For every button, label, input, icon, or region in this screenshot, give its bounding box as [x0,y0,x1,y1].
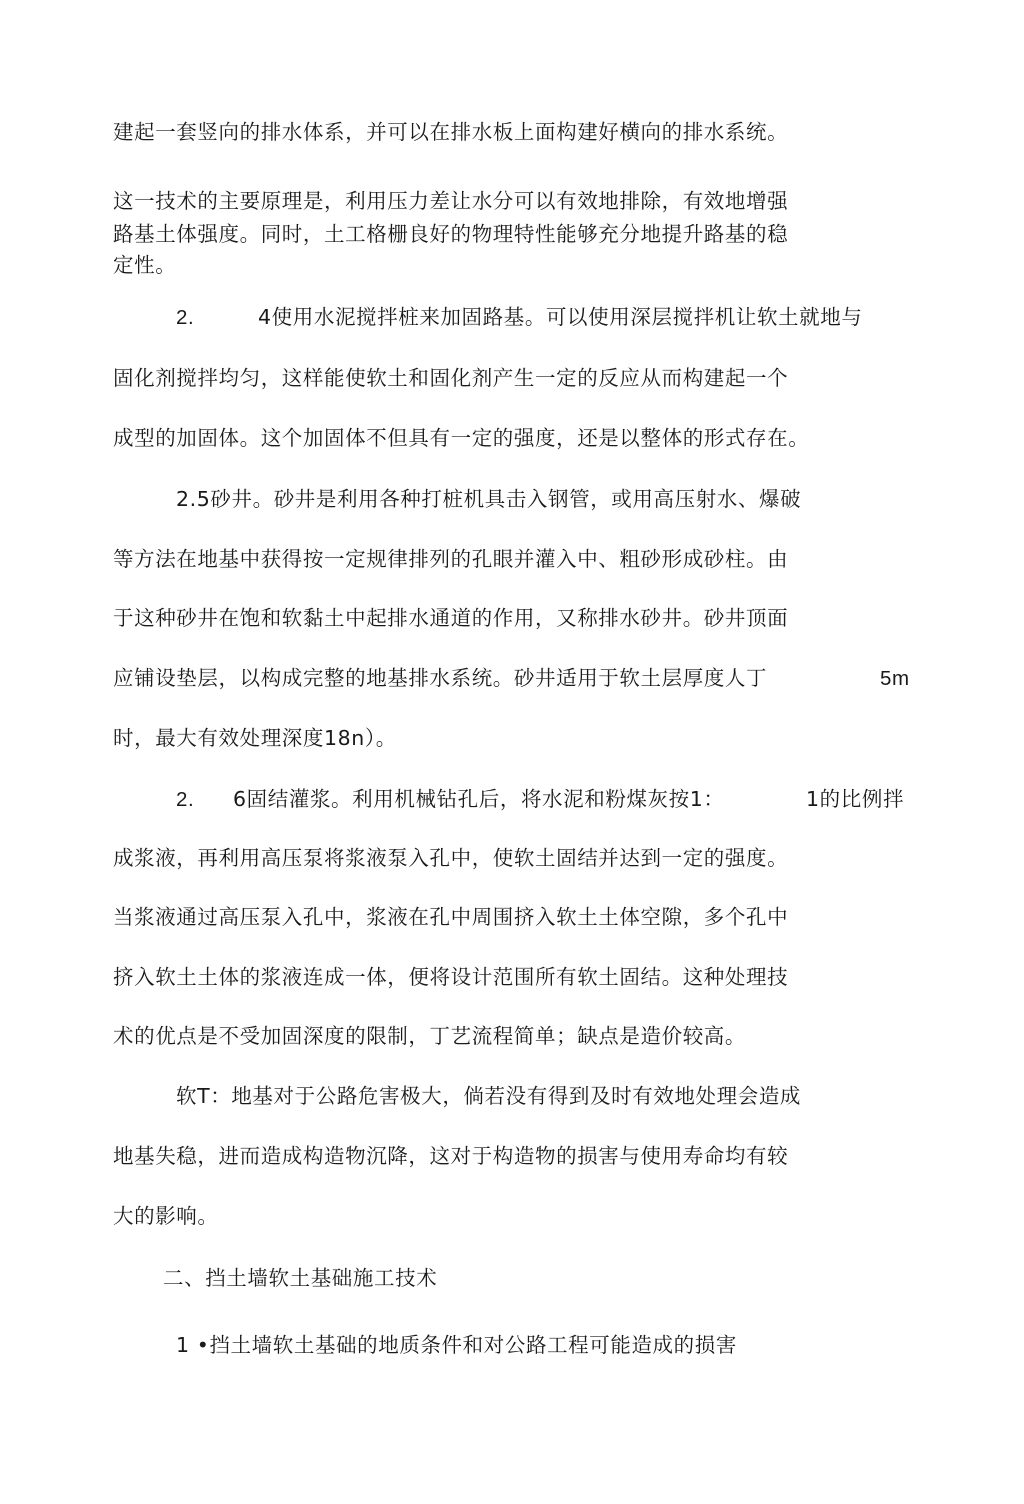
text-span: 大的影响。 [113,1204,219,1228]
text-line [113,844,788,872]
text-line [258,303,862,331]
text-line [880,664,910,693]
text-span: 成浆液，再利用高压泵将浆液泵入孔中，使软土固结并达到一定的强度。 [113,846,789,870]
text-span: 固化剂搅拌均匀，这样能使软土和固化剂产生一定的反应从而构建起一个 [113,366,789,390]
text-span: 1的比例拌 [806,787,905,811]
text-span: 术的优点是不受加固深度的限制，丁艺流程简单；缺点是造价较高。 [113,1024,746,1048]
text-line [176,485,801,513]
text-line [113,1142,788,1170]
text-line [113,604,788,632]
text-span: 应铺设垫层，以构成完整的地基排水系统。砂井适用于软土层厚度人丁 [113,666,768,690]
text-span: 挤入软土土体的浆液连成一体，便将设计范围所有软土固结。这种处理技 [113,965,789,989]
text-line [113,118,788,146]
text-span: 定性。 [113,253,177,277]
text-line [113,424,809,452]
text-line [113,724,397,752]
subsection-heading [176,1331,737,1359]
text-line [233,785,724,813]
section-heading [163,1264,437,1292]
text-span: 2.5砂井。砂井是利用各种打桩机具击入钢管，或用高压射水、爆破 [176,487,802,511]
text-span: 5m [880,667,910,690]
text-span: 软T：地基对于公路危害极大，倘若没有得到及时有效地处理会造成 [176,1084,802,1108]
text-span: 1 •挡土墙软土基础的地质条件和对公路工程可能造成的损害 [176,1333,737,1357]
text-span: 二、挡土墙软土基础施工技术 [163,1266,438,1290]
text-line [113,545,788,573]
text-line [113,903,788,931]
text-span: 时，最大有效处理深度18n）。 [113,726,397,750]
text-line [113,963,788,991]
text-span: 于这种砂井在饱和软黏土中起排水通道的作用，又称排水砂井。砂井顶面 [113,606,789,630]
text-span: 等方法在地基中获得按一定规律排列的孔眼并灌入中、粗砂形成砂柱。由 [113,547,789,571]
text-span: 6固结灌浆。利用机械钻孔后，将水泥和粉煤灰按1： [233,787,725,811]
text-line [113,187,788,215]
text-span: 地基失稳，进而造成构造物沉降，这对于构造物的损害与使用寿命均有较 [113,1144,789,1168]
text-span: 当浆液通过高压泵入孔中，浆液在孔中周围挤入软土土体空隙，多个孔中 [113,905,789,929]
text-line [176,1082,801,1110]
text-line [176,785,194,814]
text-line [113,251,176,279]
text-line [113,364,788,392]
text-span: 路基土体强度。同时，土工格栅良好的物理特性能够充分地提升路基的稳 [113,222,789,246]
text-line [113,1202,219,1230]
text-line [113,664,767,692]
text-span: 建起一套竖向的排水体系，并可以在排水板上面构建好横向的排水系统。 [113,120,789,144]
text-line [113,220,788,248]
text-line [806,785,904,813]
section-number: 2. [176,306,195,329]
text-line [113,1022,746,1050]
text-line [176,303,194,332]
text-span: 这一技术的主要原理是，利用压力差让水分可以有效地排除，有效地增强 [113,189,789,213]
text-span: 成型的加固体。这个加固体不但具有一定的强度，还是以整体的形式存在。 [113,426,810,450]
section-number: 2. [176,788,195,811]
text-span: 4使用水泥搅拌桩来加固路基。可以使用深层搅拌机让软土就地与 [258,305,863,329]
